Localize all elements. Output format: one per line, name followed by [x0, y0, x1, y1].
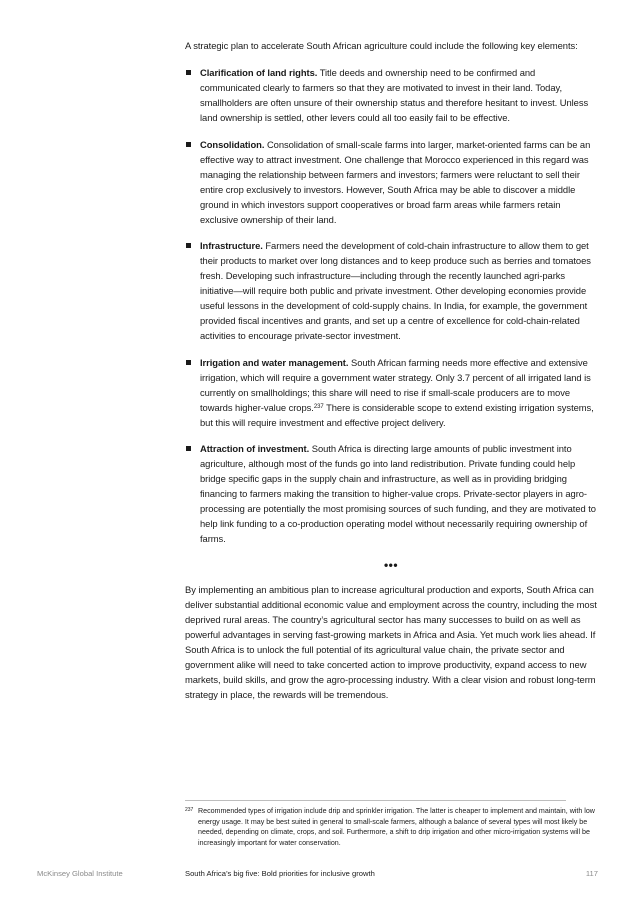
- footer-report-title: South Africa’s big five: Bold priorities for inclusive growth: [185, 869, 375, 878]
- main-content: [185, 38, 597, 702]
- list-item-land-rights: [185, 65, 597, 125]
- key-elements-list: [185, 65, 597, 546]
- list-item-title: Infrastructure.: [200, 240, 263, 251]
- conclusion-paragraph: By implementing an ambitious plan to increase agricultural production and exports, South Africa can deliver substantial additional economic value and employment across the country, including the most deprived rural areas. The country’s agricultural sector has many successes to build on as well as powerful advantages in serving fast-growing markets in Africa and Asia. Yet much work lies ahead. If South Africa is to unlock the full potential of its agricultural value chain, the private sector and government alike will need to take concerted action to improve productivity, expand access to new markets, build skills, and grow the agro-processing industry. With a clear vision and robust long-term strategy in place, the rewards will be tremendous.: [185, 583, 597, 700]
- list-item-infrastructure: [185, 238, 597, 343]
- list-item-text: Farmers need the development of cold-chain infrastructure to allow them to get their products to market over long distances and to keep produce such as berries and tomatoes fresh. Developing such infrastructure—including through the recently launched agri-parks initiative—will require both public and private investment. Other developing economies provide useful lessons in the development of cold-supply chains. In India, for example, the government provided fiscal incentives and grants, and set up a centre of excellence for cold-chain-related activities to encourage private-sector investment.: [200, 240, 591, 341]
- list-item-text: Title deeds and ownership need to be confirmed and communicated clearly to farmers so that they are motivated to invest in their land. Today, smallholders are often unsure of their ownership status and therefore hesitant to invest. Unless land ownership is settled, other levers could all too easily fail to be effective.: [200, 67, 589, 123]
- list-item-title: Clarification of land rights.: [200, 67, 318, 78]
- footnote-text: Recommended types of irrigation include drip and sprinkler irrigation. The latter is cheaper to implement and maintain, with low energy usage. It may be best suited in general to small-scale farmers, although a balance of several types will most likely be needed, depending on climate, crops, and soil. Furthermore, a shift to drip irrigation and other micro-irrigation systems will be increasingly important for water conservation.: [198, 807, 595, 847]
- intro-paragraph: A strategic plan to accelerate South African agriculture could include the following key elements:: [185, 40, 578, 51]
- bullet-square-icon: [186, 360, 191, 365]
- bullet-square-icon: [186, 243, 191, 248]
- footer-page-number: 117: [585, 869, 598, 878]
- bullet-square-icon: [186, 142, 191, 147]
- list-item-title: Attraction of investment.: [200, 443, 310, 454]
- list-item-title: Consolidation.: [200, 138, 265, 150]
- list-item-text-continued: There is considerable scope to extend existing irrigation systems, but this will require investment and effective project delivery.: [200, 401, 594, 428]
- footer-publisher: McKinsey Global Institute: [37, 869, 123, 878]
- footnote: [185, 806, 597, 848]
- footnote-divider: [185, 800, 566, 801]
- section-separator: •••: [383, 557, 399, 572]
- list-item-investment: [185, 441, 597, 546]
- list-item-text: Consolidation of small-scale farms into larger, market-oriented farms can be an effective way to attract investment. One challenge that Morocco experienced in this regard was managing the relationship between farmers and investors; farmers were reluctant to sell their entire crop exclusively to investors. However, South Africa may be able to discover a middle ground in which investors support cooperatives or broad farm areas while farmers retain exclusive ownership of their land.: [200, 138, 591, 225]
- list-item-title: Irrigation and water management.: [200, 356, 349, 368]
- list-item-text: South African farming needs more effective and extensive irrigation, which will require a government water strategy. Only 3.7 percent of all irrigated land is currently on smallholdings; this share will need to rise if small-scale producers are to move towards higher-value crops.: [200, 356, 591, 413]
- list-item-consolidation: [185, 137, 597, 227]
- footnote-number: 237: [185, 807, 194, 813]
- footnote-reference[interactable]: 237: [313, 403, 324, 410]
- bullet-square-icon: [186, 446, 191, 451]
- list-item-irrigation: [185, 355, 597, 430]
- list-item-text: South Africa is directing large amounts of public investment into agriculture, although most of the funds go into land redistribution. Private funding could help bridge specific gaps in the supply chain and infrastructure, as well as in providing bridging financing to farmers making the transition to higher-value crops. Private-sector players in agro-processing are potentially the most promising sources of such funding, and they are motivated to help link funding to a co-production operating model without necessarily requiring ownership of farms.: [200, 443, 596, 544]
- bullet-square-icon: [186, 70, 191, 75]
